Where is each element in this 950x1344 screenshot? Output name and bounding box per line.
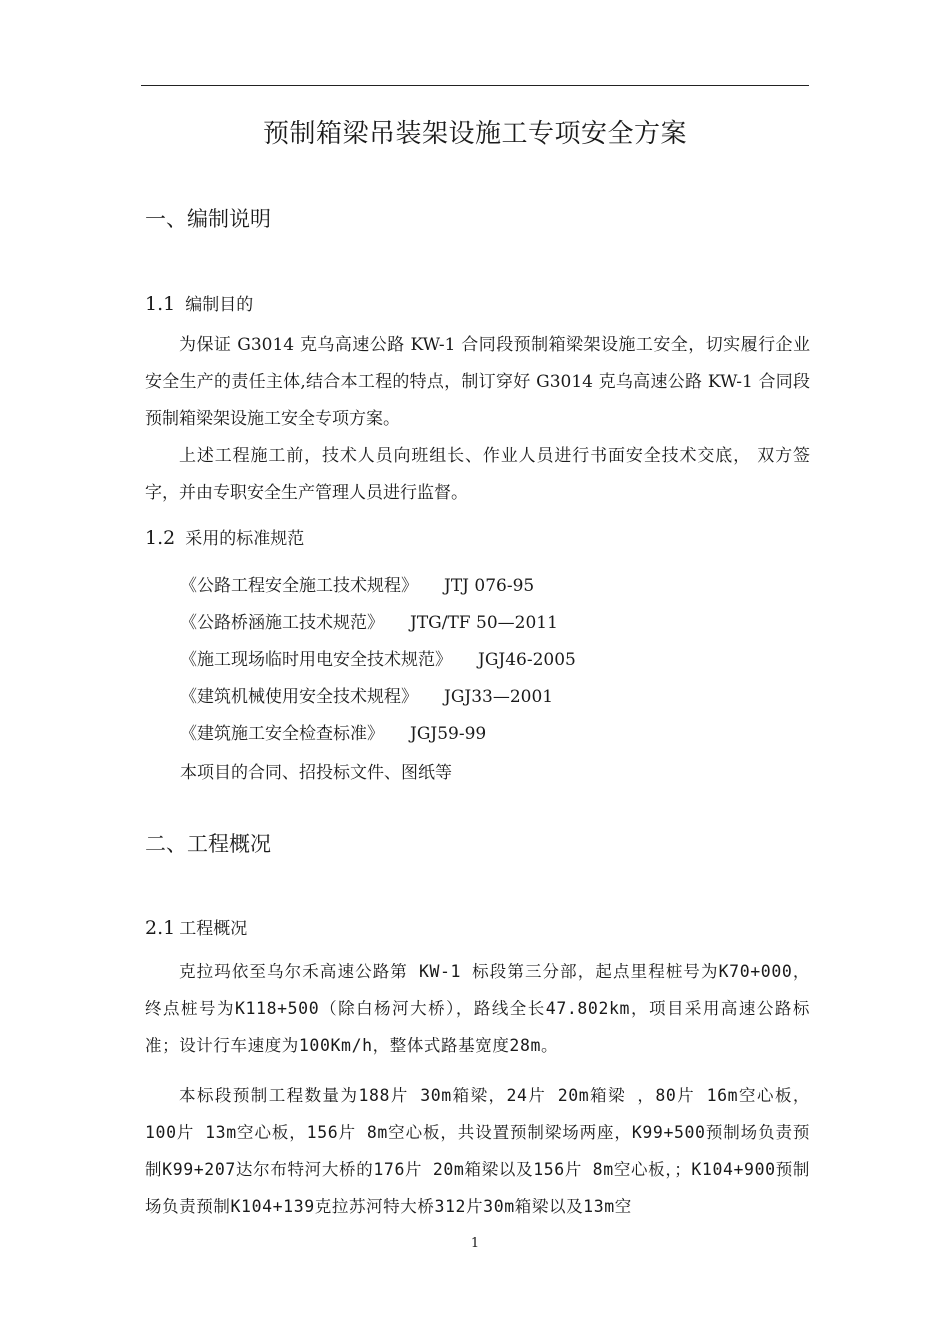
subsection-label: 采用的标准规范 [185,529,305,549]
standard-item-other: 本项目的合同、招投标文件、图纸等 [180,763,452,783]
page-number: 1 [470,1236,480,1251]
paragraph-overview: 克拉玛依至乌尔禾高速公路第 KW-1 标段第三分部，起点里程桩号为K70+000，终点桩号为K118+500（除白杨河大桥），路线全长47.802km，项目采用高速公路标准；设计行车速度为100Km/h，整体式路基宽度28m。 [145,962,810,1055]
standard-item [180,719,486,744]
standard-name: 《公路工程安全施工技术规程》 [180,576,418,596]
standard-name: 《建筑施工安全检查标准》 [180,724,384,744]
document-title: 预制箱梁吊装架设施工专项安全方案 [262,119,687,149]
standard-code: JGJ46-2005 [478,650,576,670]
subsection-heading-1-1 [145,290,253,315]
standard-item [180,608,558,633]
standard-item [180,682,553,707]
standard-name: 《公路桥涵施工技术规范》 [180,613,384,633]
standard-item [180,645,576,670]
section-heading-1: 一、编制说明 [145,207,271,231]
paragraph-quantities: 本标段预制工程数量为188片 30m箱梁，24片 20m箱梁 ，80片 16m空心板，100片 13m空心板，156片 8m空心板，共设置预制梁场两座，K99+500预制场负责预制K99+207达尔布特河大桥的176片 20m箱梁以及156片 8m空心板，；K104+900预制场负责预制K104+139克拉苏河特大桥312片30m箱梁以及13m空 [145,1086,810,1216]
standard-code: JGJ33—2001 [444,687,554,707]
standard-code: JGJ59-99 [410,724,487,744]
subsection-number: 1.2 [145,527,176,549]
subsection-number: 2.1 [145,917,176,939]
standard-name: 《建筑机械使用安全技术规程》 [180,687,418,707]
paragraph-briefing: 上述工程施工前，技术人员向班组长、作业人员进行书面安全技术交底， 双方签字，并由专职安全生产管理人员进行监督。 [145,446,810,503]
subsection-heading-1-2 [145,524,304,549]
standard-code: JTJ 076-95 [444,576,535,596]
subsection-label: 编制目的 [185,295,254,315]
standard-name: 《施工现场临时用电安全技术规范》 [180,650,452,670]
paragraph-purpose: 为保证 G3014 克乌高速公路 KW-1 合同段预制箱梁架设施工安全，切实履行企业安全生产的责任主体,结合本工程的特点，制订穿好 G3014 克乌高速公路 KW-1 合同段预制箱梁架设施工安全专项方案。 [145,335,810,429]
subsection-label: 工程概况 [179,919,248,939]
subsection-heading-2-1 [145,914,247,939]
header-rule [141,85,809,86]
subsection-number: 1.1 [145,293,176,315]
section-heading-2: 二、工程概况 [145,832,271,856]
standard-code: JTG/TF 50—2011 [410,613,558,633]
standard-item [180,571,534,596]
